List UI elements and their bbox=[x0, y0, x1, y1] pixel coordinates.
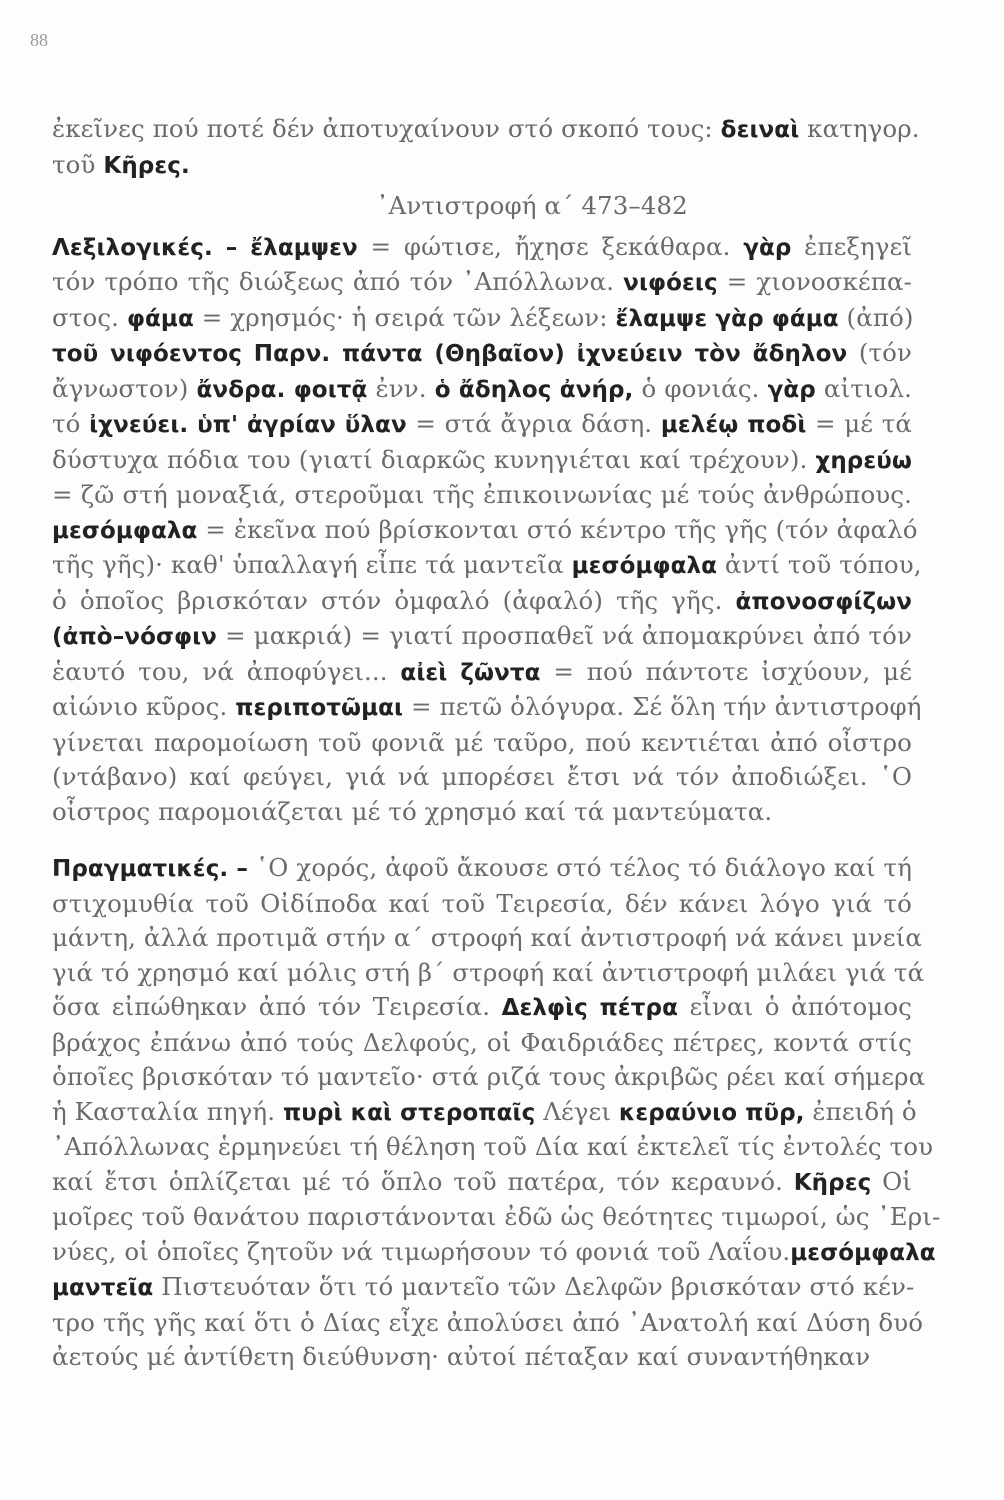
text-run: τρο τῆς γῆς καί ὅτι ὁ Δίας εἶχε ἀπολύσει ἀπό ᾿Ανατολή καί Δύση δυό bbox=[52, 1307, 924, 1337]
bold-term: φάμα bbox=[126, 305, 194, 332]
lexical-line bbox=[52, 690, 922, 726]
practical-line bbox=[52, 921, 923, 956]
practical-line bbox=[52, 1306, 924, 1341]
practical-line bbox=[52, 1095, 917, 1131]
text-run: = φώτισε, ἤχησε ξεκάθαρα. bbox=[357, 231, 744, 261]
bold-term: μαντεῖα bbox=[52, 1275, 154, 1301]
text-run: εἶναι ὁ ἀπότομος bbox=[678, 992, 912, 1021]
text-run: νύες, οἱ ὁποῖες ζητοῦν νά τιμωρήσουν τό φονιά τοῦ Λαΐου. bbox=[52, 1236, 791, 1266]
intro-line-2 bbox=[52, 148, 912, 184]
text-run: ἡ Κασταλία πηγή. bbox=[52, 1096, 283, 1126]
practical-line bbox=[52, 990, 912, 1026]
lexical-line bbox=[52, 760, 912, 795]
text-run: ἐνν. bbox=[367, 373, 435, 403]
text-run: = πού πάντοτε ἰσχύουν, μέ bbox=[540, 656, 913, 686]
intro-tail: κατηγορ. bbox=[807, 114, 920, 143]
text-run: αἰτιολ. bbox=[815, 373, 913, 403]
bold-term: μεσόμφαλα bbox=[52, 517, 198, 544]
text-run: = πετῶ ὁλόγυρα. Σέ ὅλη τήν ἀντιστροφή bbox=[403, 692, 922, 721]
text-run: (ἀπό) bbox=[838, 302, 914, 332]
text-run: μοῖρες τοῦ θανάτου παριστάνονται ἐδῶ ὡς θεότητες τιμωροί, ὡς ᾿Ερι- bbox=[52, 1202, 941, 1231]
text-run: γίνεται παρομοίωση τοῦ φονιᾶ μέ ταῦρο, πού κεντιέται ἀπό οἶστρο bbox=[52, 727, 912, 757]
bold-term: ὁ ἄδηλος ἀνήρ, bbox=[434, 376, 634, 403]
text-run: καί ἔτσι ὁπλίζεται μέ τό ὅπλο τοῦ πατέρα, τόν κεραυνό. bbox=[52, 1166, 794, 1196]
bold-term: αἰεὶ ζῶντα bbox=[400, 659, 541, 686]
bold-term: ἀπονοσφίζων bbox=[735, 588, 912, 615]
practical-line bbox=[52, 1270, 915, 1306]
lexical-line bbox=[52, 548, 922, 584]
bold-term: Πραγματικές. – bbox=[52, 856, 249, 882]
bold-term: ἰχνεύει. ὑπ' ἀγρίαν ὕλαν bbox=[89, 412, 407, 438]
text-run: ὁποῖες βρισκόταν τό μαντεῖο· στά ριζά τους ἀκριβῶς ρέει καί σήμερα bbox=[52, 1062, 926, 1091]
lexical-line bbox=[52, 265, 912, 301]
bold-term: Λεξιλογικές. – ἔλαμψεν bbox=[52, 234, 358, 261]
bold-term: Δελφὶς πέτρα bbox=[501, 995, 679, 1021]
bold-term: νιφόεις bbox=[623, 270, 718, 296]
intro-text: ἐκεῖνες πού ποτέ δέν ἀποτυχαίνουν στό σκοπό τους: bbox=[52, 114, 713, 143]
text-run: ἐπεξηγεῖ bbox=[791, 231, 913, 261]
lexical-line bbox=[52, 478, 912, 513]
bold-term: Κῆρες bbox=[793, 1169, 872, 1196]
text-run: ἑαυτό του, νά ἀποφύγει... bbox=[52, 656, 401, 686]
text-run: Λέγει bbox=[535, 1096, 619, 1126]
intro-line-1 bbox=[52, 112, 920, 148]
lexical-line bbox=[52, 655, 912, 691]
text-run: βράχος ἐπάνω ἀπό τούς Δελφούς, οἱ Φαιδριάδες πέτρες, κοντά στίς bbox=[52, 1027, 912, 1057]
text-run: ἀντί τοῦ τόπου, bbox=[717, 550, 922, 579]
bold-term: (ἀπὸ–νόσφιν bbox=[52, 624, 217, 650]
bold-term: μελέῳ ποδὶ bbox=[660, 412, 807, 438]
text-run: Οἱ bbox=[871, 1166, 913, 1196]
intro-text-2: τοῦ bbox=[52, 149, 96, 179]
bold-term: γὰρ bbox=[743, 234, 792, 261]
text-run: (ντάβανο) καί φεύγει, γιά νά μπορέσει ἔτσι νά τόν ἀποδιώξει. ῾Ο bbox=[52, 762, 912, 791]
text-run: μάντη, ἀλλά προτιμᾶ στήν α΄ στροφή καί ἀντιστροφή νά κάνει μνεία bbox=[52, 923, 923, 952]
lexical-line bbox=[52, 513, 918, 549]
text-run: = μέ τά bbox=[806, 409, 912, 438]
practical-line bbox=[52, 1130, 934, 1165]
text-run: = χρησμός· ἡ σειρά τῶν λέξεων: bbox=[193, 302, 616, 332]
text-run: ὁ φονιάς. bbox=[633, 373, 768, 403]
text-run: στιχομυθία τοῦ Οἰδίποδα καί τοῦ Τειρεσία, δέν κάνει λόγο γιά τό bbox=[52, 888, 912, 918]
lexical-line bbox=[52, 372, 912, 408]
intro-bold-term-2: Κῆρες. bbox=[103, 152, 190, 179]
lexical-line bbox=[52, 336, 912, 372]
text-run: τό bbox=[52, 409, 90, 438]
bold-term: ἄνδρα. φοιτᾷ bbox=[196, 376, 368, 403]
page-number: 88 bbox=[30, 30, 48, 50]
text-run: τῆς γῆς)· καθ' ὑπαλλαγή εἶπε τά μαντεῖα bbox=[52, 550, 572, 579]
page-body bbox=[52, 112, 941, 1375]
intro-bold-term: δειναὶ bbox=[720, 117, 800, 143]
practical-notes bbox=[52, 851, 941, 1375]
practical-line bbox=[52, 1026, 912, 1061]
text-run: αἰώνιο κῦρος. bbox=[52, 692, 236, 721]
bold-term: χηρεύω bbox=[815, 447, 912, 474]
text-run: ᾿Απόλλωνας ἑρμηνεύει τή θέληση τοῦ Δία καί ἐκτελεῖ τίς ἐντολές του bbox=[52, 1132, 934, 1161]
lexical-line bbox=[52, 407, 912, 443]
lexical-line bbox=[52, 795, 912, 830]
text-run: = ζῶ στή μοναξιά, στεροῦμαι τῆς ἐπικοινωνίας μέ τούς ἀνθρώπους. bbox=[52, 480, 912, 509]
practical-line bbox=[52, 1060, 926, 1095]
bold-term: μεσόμφαλα bbox=[790, 1239, 936, 1266]
lexical-line bbox=[52, 584, 912, 620]
lexical-line bbox=[52, 726, 912, 761]
text-run: οἶστρος παρομοιάζεται μέ τό χρησμό καί τά μαντεύματα. bbox=[52, 796, 773, 826]
text-run: ἄγνωστον) bbox=[52, 373, 197, 403]
lexical-line bbox=[52, 443, 912, 479]
bold-term: κεραύνιο πῦρ, bbox=[618, 1099, 805, 1126]
text-run: = χιονοσκέπα- bbox=[717, 267, 912, 296]
lexical-line bbox=[52, 230, 912, 266]
text-run: τόν τρόπο τῆς διώξεως ἀπό τόν ᾿Απόλλωνα. bbox=[52, 267, 624, 296]
text-run: = μακριά) = γιατί προσπαθεῖ νά ἀπομακρύνει ἀπό τόν bbox=[216, 621, 912, 650]
practical-line bbox=[52, 1200, 941, 1235]
text-run: ὅσα εἰπώθηκαν ἀπό τόν Τειρεσία. bbox=[52, 992, 502, 1021]
bold-term: γὰρ bbox=[767, 376, 816, 403]
text-run: στος. bbox=[52, 302, 127, 332]
text-run: Πιστευόταν ὅτι τό μαντεῖο τῶν Δελφῶν βρισκόταν στό κέν- bbox=[153, 1272, 915, 1301]
bold-term: περιποτῶμαι bbox=[235, 695, 404, 721]
practical-line bbox=[52, 851, 912, 887]
text-run: ἐπειδή ὁ bbox=[804, 1096, 917, 1126]
practical-line bbox=[52, 1340, 912, 1375]
lexical-notes bbox=[52, 230, 922, 830]
bold-term: ἔλαμψε γὰρ φάμα bbox=[615, 305, 839, 332]
practical-line bbox=[52, 887, 912, 922]
text-run: ἀετούς μέ ἀντίθετη διεύθυνση· αὐτοί πέταξαν καί συναντήθηκαν bbox=[52, 1342, 871, 1371]
text-run: δύστυχα πόδια του (γιατί διαρκῶς κυνηγιέται καί τρέχουν). bbox=[52, 444, 816, 474]
text-run: = στά ἄγρια δάση. bbox=[406, 409, 661, 438]
lexical-line bbox=[52, 619, 912, 655]
practical-line bbox=[52, 1235, 936, 1271]
bold-term: μεσόμφαλα bbox=[571, 553, 718, 579]
text-run: ὁ ὁποῖος βρισκόταν στόν ὀμφαλό (ἀφαλό) τῆς γῆς. bbox=[52, 585, 736, 615]
text-run: γιά τό χρησμό καί μόλις στή β΄ στροφή καί ἀντιστροφή μιλάει γιά τά bbox=[52, 957, 925, 987]
text-run: (τόν bbox=[847, 338, 912, 367]
bold-term: τοῦ νιφόεντος Παρν. πάντα (Θηβαῖον) ἰχνεύειν τὸν ἄδηλον bbox=[52, 341, 848, 367]
practical-line bbox=[52, 956, 925, 991]
text-run: = ἐκεῖνα πού βρίσκονται στό κέντρο τῆς γῆς (τόν ἀφαλό bbox=[197, 514, 918, 544]
bold-term: πυρὶ καὶ στεροπαῖς bbox=[282, 1099, 536, 1126]
text-run: ῾Ο χορός, ἀφοῦ ἄκουσε στό τέλος τό διάλογο καί τή bbox=[248, 853, 912, 882]
section-heading: ᾿Αντιστροφή α΄ 473–482 bbox=[376, 191, 688, 220]
lexical-line bbox=[52, 301, 912, 337]
practical-line bbox=[52, 1165, 912, 1201]
